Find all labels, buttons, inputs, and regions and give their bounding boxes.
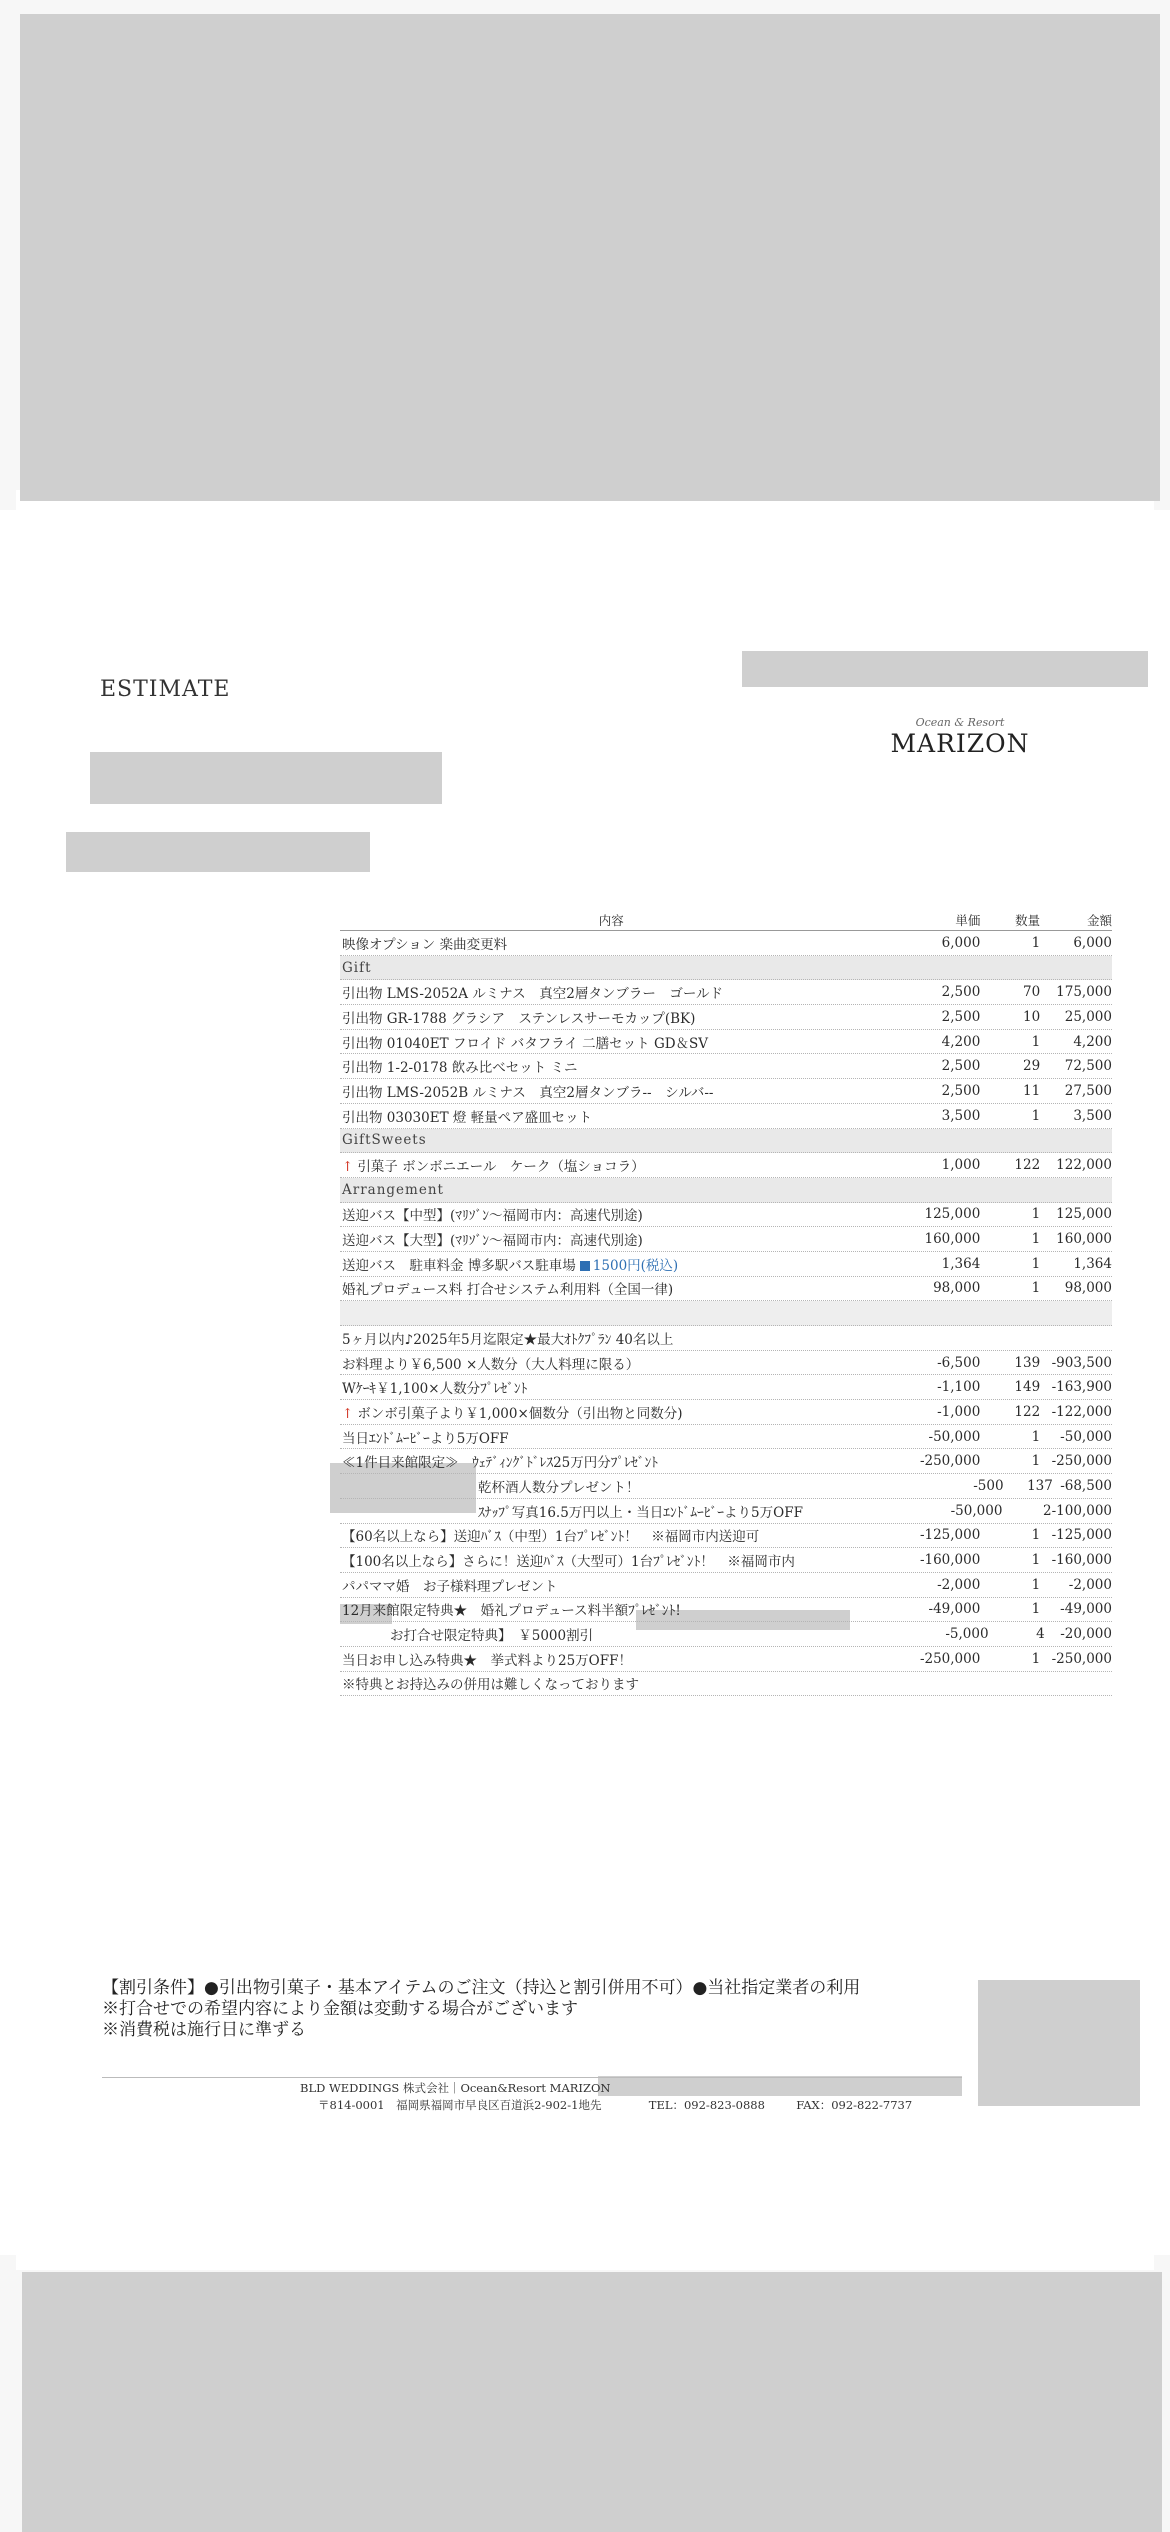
footer-note-1: ※打合せでの希望内容により金額は変動する場合がございます	[102, 1999, 578, 2019]
row-description-text: 送迎バス【中型】(ﾏﾘｿﾞﾝ～福岡市内：高速代別途)	[342, 1208, 643, 1225]
row-amount: 25,000	[1064, 1008, 1112, 1025]
table-row	[340, 1104, 1112, 1129]
row-description-text: ≪1件目来館限定≫ ｳｪﾃﾞｨﾝｸﾞﾄﾞﾚｽ25万円分ﾌﾟﾚｾﾞﾝﾄ	[342, 1455, 659, 1472]
row-qty: 1	[1031, 1231, 1041, 1248]
blue-square-marker	[580, 1261, 590, 1271]
row-description	[340, 933, 881, 953]
table-row	[340, 1474, 1112, 1499]
row-amount: -903,500	[1051, 1354, 1112, 1371]
row-description-text: ※特典とお持込みの併用は難しくなっております	[342, 1677, 639, 1694]
table-row	[340, 1203, 1112, 1228]
row-description-text: 当日お申し込み特典★ 挙式料より25万OFF！	[342, 1652, 632, 1669]
table-row	[340, 1672, 1112, 1697]
table-row	[340, 931, 1112, 956]
row-qty: 1	[1031, 1206, 1041, 1223]
row-description	[340, 1081, 881, 1101]
row-description	[340, 1254, 881, 1274]
row-description	[340, 1550, 881, 1570]
row-description	[340, 1673, 881, 1693]
row-amount: 4,200	[1073, 1033, 1112, 1050]
row-description	[340, 1624, 895, 1644]
row-description-text: お料理より￥6,500 ×人数分（大人料理に限る）	[342, 1356, 640, 1373]
row-qty: 1	[1031, 1255, 1041, 1272]
row-description-text: 送迎バス 駐車料金 博多駅バス駐車場	[342, 1257, 576, 1274]
row-description	[340, 1427, 881, 1447]
row-qty: 70	[1022, 984, 1041, 1001]
row-description-text: Gift	[342, 959, 372, 976]
row-qty: 1	[1031, 1033, 1041, 1050]
table-row	[340, 1252, 1112, 1277]
row-amount: -163,900	[1051, 1379, 1112, 1396]
row-description-text: ボンボ引菓子より￥1,000×個数分（引出物と同数分)	[357, 1405, 683, 1422]
row-qty: 10	[1022, 1008, 1041, 1025]
row-description-text: GiftSweets	[342, 1132, 427, 1149]
row-description-text: 【100名以上なら】さらに！送迎ﾊﾞｽ（大型可）1台ﾌﾟﾚｾﾞﾝﾄ！ ※福岡市内	[342, 1554, 795, 1571]
row-description-text: 引出物 LMS-2052B ルミナス 真空2層タンブラ-- シルバ--	[342, 1084, 714, 1101]
row-description	[340, 1056, 881, 1076]
row-description	[340, 1032, 881, 1052]
redacted-bottom-block	[22, 2272, 1162, 2532]
row-amount: 160,000	[1056, 1231, 1112, 1248]
company-fax: FAX：092-822-7737	[796, 2098, 913, 2112]
footer-conditions	[102, 1978, 860, 2041]
row-price: 1,364	[941, 1255, 981, 1272]
row-price: 2,500	[941, 1082, 981, 1099]
row-amount: -68,500	[1060, 1477, 1112, 1494]
row-amount: -100,000	[1051, 1502, 1112, 1519]
row-price: -50,000	[928, 1428, 981, 1445]
table-row	[340, 980, 1112, 1005]
table-row	[340, 1277, 1112, 1302]
footer-divider	[102, 2077, 962, 2078]
redacted-date	[66, 832, 370, 872]
row-amount: -50,000	[1060, 1428, 1112, 1445]
header-amount: 金額	[1086, 913, 1112, 928]
row-qty: 122	[1014, 1403, 1041, 1420]
row-price: -250,000	[919, 1453, 981, 1470]
table-row	[340, 1153, 1112, 1178]
row-description	[340, 1451, 881, 1471]
table-row	[340, 1375, 1112, 1400]
redacted-customer-name	[90, 752, 442, 804]
row-description	[340, 1182, 882, 1198]
row-description	[340, 982, 881, 1002]
row-qty: 149	[1014, 1379, 1041, 1396]
row-description	[340, 1328, 881, 1348]
row-price: 2,500	[941, 984, 981, 1001]
row-description-text: パパママ婚 お子様料理プレゼント	[342, 1578, 558, 1595]
row-description	[340, 1575, 881, 1595]
row-price: 6,000	[941, 934, 981, 951]
red-arrow-mark: ↑	[342, 1159, 354, 1176]
table-row	[340, 1647, 1112, 1672]
row-qty: 1	[1031, 1527, 1041, 1544]
row-qty: 1	[1031, 1453, 1041, 1470]
row-description-text: 送迎バス【大型】(ﾏﾘｿﾞﾝ～福岡市内：高速代別途)	[342, 1233, 643, 1250]
row-description-text: 引出物 LMS-2052A ルミナス 真空2層タンブラー ゴールド	[342, 986, 724, 1003]
row-qty: 1	[1031, 1107, 1041, 1124]
table-row	[340, 1449, 1112, 1474]
discount-condition: 【割引条件】●引出物引菓子・基本アイテムのご注文（持込と割引併用不可）●当社指定業者の利用	[102, 1978, 861, 1998]
row-description-text: 【60名以上なら】送迎ﾊﾞｽ（中型）1台ﾌﾟﾚｾﾞﾝﾄ！ ※福岡市内送迎可	[342, 1529, 760, 1546]
row-qty: 137	[1027, 1477, 1053, 1494]
row-description	[340, 1204, 881, 1224]
header-price: 単価	[955, 913, 981, 928]
row-price: 3,500	[941, 1107, 981, 1124]
row-description	[340, 1377, 881, 1397]
footer-note-2: ※消費税は施行日に準ずる	[102, 2020, 306, 2040]
row-price: 125,000	[924, 1206, 981, 1223]
table-section-row	[340, 956, 1112, 981]
redacted-top-block	[20, 14, 1160, 501]
row-description	[340, 1155, 881, 1175]
table-row	[340, 1005, 1112, 1030]
row-description-text: 引出物 GR-1788 グラシア ステンレスサーモカップ(BK)	[342, 1010, 696, 1027]
table-row	[340, 1326, 1112, 1351]
table-section-row	[340, 1129, 1112, 1154]
table-row	[340, 1524, 1112, 1549]
row-price: -50,000	[950, 1502, 1003, 1519]
company-address: 〒814-0001 福岡県福岡市早良区百道浜2-902-1地先	[318, 2098, 602, 2112]
row-qty: 1	[1031, 1576, 1041, 1593]
row-description-text: 引菓子 ボンボニエール ケーク（塩ショコラ）	[357, 1159, 645, 1176]
row-amount: -250,000	[1051, 1650, 1112, 1667]
row-price: -49,000	[928, 1601, 981, 1618]
row-price: 160,000	[924, 1231, 981, 1248]
table-header	[340, 910, 1112, 931]
row-description-text: お打合せ限定特典】 ￥5000割引	[390, 1628, 594, 1645]
row-amount: 98,000	[1064, 1280, 1112, 1297]
table-row	[340, 1598, 1112, 1623]
row-amount: 175,000	[1056, 984, 1112, 1001]
row-qty: 1	[1031, 1280, 1041, 1297]
row-qty: 139	[1014, 1354, 1041, 1371]
row-description-text: 5ヶ月以内♪2025年5月迄限定★最大ｵﾄｸﾌﾟﾗﾝ 40名以上	[342, 1331, 674, 1348]
row-note: 1500円(税込)	[592, 1257, 679, 1274]
table-row	[340, 1301, 1112, 1326]
row-qty: 1	[1031, 1601, 1041, 1618]
row-description-text: 映像オプション 楽曲変更料	[342, 936, 508, 953]
row-amount: 27,500	[1064, 1082, 1112, 1099]
row-description-text: 引出物 01040ET フロイド バタフライ 二膳セット GD＆SV	[342, 1035, 709, 1052]
row-amount: 3,500	[1073, 1107, 1112, 1124]
row-price: -250,000	[919, 1650, 981, 1667]
table-row	[340, 1573, 1112, 1598]
company-info	[300, 2080, 912, 2114]
company-tel: TEL：092-823-0888	[648, 2098, 765, 2112]
table-row	[340, 1548, 1112, 1573]
row-amount: 122,000	[1056, 1157, 1112, 1174]
row-amount: -2,000	[1068, 1576, 1112, 1593]
row-amount: -20,000	[1060, 1626, 1112, 1643]
row-amount: 1,364	[1073, 1255, 1112, 1272]
row-description-text: 12月来館限定特典★ 婚礼プロデュース料半額ﾌﾟﾚｾﾞﾝﾄ!	[342, 1603, 681, 1620]
row-price: -5,000	[945, 1626, 989, 1643]
table-row	[340, 1227, 1112, 1252]
row-description	[340, 1649, 881, 1669]
row-price: -2,000	[937, 1576, 981, 1593]
row-description-text: 乾杯酒人数分プレゼント！	[478, 1479, 640, 1496]
table-section-row	[340, 1178, 1112, 1203]
company-address-line	[300, 2097, 912, 2114]
row-qty: 1	[1031, 1650, 1041, 1667]
row-qty: 29	[1022, 1058, 1041, 1075]
table-row	[340, 1425, 1112, 1450]
row-price: 2,500	[941, 1008, 981, 1025]
row-description-text: Wｹｰｷ￥1,100×人数分ﾌﾟﾚｾﾞﾝﾄ	[342, 1381, 528, 1398]
row-amount: -122,000	[1051, 1403, 1112, 1420]
row-price: 4,200	[941, 1033, 981, 1050]
row-amount: 125,000	[1056, 1206, 1112, 1223]
row-price: -1,100	[937, 1379, 981, 1396]
row-description	[340, 1353, 881, 1373]
row-amount: -160,000	[1051, 1552, 1112, 1569]
row-description	[340, 1501, 921, 1521]
redacted-header-right	[742, 651, 1148, 687]
row-amount: 72,500	[1064, 1058, 1112, 1075]
row-description	[340, 960, 882, 976]
table-row	[340, 1351, 1112, 1376]
row-description	[340, 1106, 881, 1126]
table-row	[340, 1622, 1112, 1647]
table-body	[340, 931, 1112, 1696]
row-description	[340, 1132, 882, 1148]
row-price: -125,000	[919, 1527, 981, 1544]
row-description	[340, 1525, 881, 1545]
row-description-text: Arrangement	[342, 1181, 444, 1198]
row-description-text: 婚礼プロデュース料 打合せシステム利用料（全国一律)	[342, 1282, 674, 1299]
row-amount: 6,000	[1073, 934, 1112, 951]
header-qty: 数量	[1015, 913, 1041, 928]
row-description-text: 引出物 03030ET 燈 軽量ペア盛皿セット	[342, 1109, 593, 1126]
row-price: 98,000	[933, 1280, 981, 1297]
logo-subtitle: Ocean & Resort	[915, 716, 1005, 729]
row-description	[340, 1599, 881, 1619]
row-qty: 2	[1043, 1502, 1052, 1519]
row-qty: 4	[1036, 1626, 1045, 1643]
row-price: -500	[973, 1477, 1004, 1494]
row-amount: -125,000	[1051, 1527, 1112, 1544]
row-qty: 11	[1022, 1082, 1041, 1099]
row-price: -160,000	[919, 1552, 981, 1569]
row-price: -1,000	[937, 1403, 981, 1420]
row-qty: 122	[1014, 1157, 1041, 1174]
row-price: 2,500	[941, 1058, 981, 1075]
row-description	[340, 1476, 921, 1496]
table-row	[340, 1054, 1112, 1079]
row-qty: 1	[1031, 934, 1041, 951]
redacted-stamp	[978, 1980, 1140, 2106]
logo-wordmark: MARIZON	[890, 729, 1030, 758]
row-amount: -49,000	[1060, 1601, 1112, 1618]
row-description-text: ｽﾅｯﾌﾟ写真16.5万円以上・当日ｴﾝﾄﾞﾑｰﾋﾞｰより5万OFF	[478, 1504, 803, 1521]
row-description-text: 引出物 1-2-0178 飲み比べセット ミニ	[342, 1060, 578, 1077]
company-name: BLD WEDDINGS 株式会社｜Ocean&Resort MARIZON	[300, 2081, 611, 2095]
header-desc: 内容	[598, 913, 624, 928]
row-amount: -250,000	[1051, 1453, 1112, 1470]
row-description-text: 当日ｴﾝﾄﾞﾑｰﾋﾞｰより5万OFF	[342, 1430, 509, 1447]
row-description	[340, 1402, 881, 1422]
brand-logo	[880, 716, 1040, 758]
estimate-table	[340, 910, 1112, 1696]
row-price: 1,000	[941, 1157, 981, 1174]
red-arrow-mark: ↑	[342, 1405, 354, 1422]
row-description	[340, 1278, 881, 1298]
row-qty: 1	[1031, 1552, 1041, 1569]
page-title: ESTIMATE	[100, 677, 231, 702]
row-description	[340, 1229, 881, 1249]
row-price: -6,500	[937, 1354, 981, 1371]
row-qty: 1	[1031, 1428, 1041, 1445]
table-row	[340, 1400, 1112, 1425]
row-description	[340, 1007, 881, 1027]
table-row	[340, 1030, 1112, 1055]
table-row	[340, 1079, 1112, 1104]
table-row	[340, 1499, 1112, 1524]
